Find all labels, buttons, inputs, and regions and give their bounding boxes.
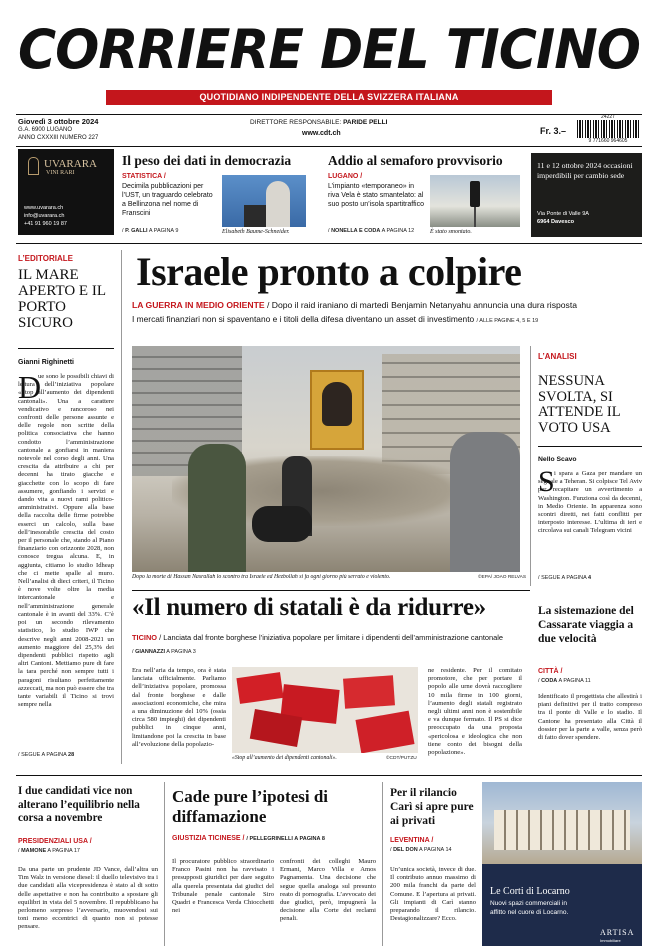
teaser1-title[interactable]: Il peso dei dati in democrazia (122, 153, 292, 168)
vertical-rule-b2 (382, 782, 383, 946)
statali-credit: / GIANNAZZI A PAGINA 3 (132, 649, 196, 655)
header-rule-2 (16, 146, 642, 147)
lead-photo-credit: ©EPA/ JOAO RELVAS (478, 575, 527, 580)
lead-poster-face (322, 382, 352, 426)
lead-headline[interactable]: Israele pronto a colpire (136, 249, 522, 294)
teaser2-photo (430, 175, 520, 227)
editorial-rule (18, 348, 114, 349)
teaser2-credit: / NONELLA E CODA A PAGINA 12 (328, 228, 415, 234)
lead-caption: Dopo la morte di Hassan Nasrallah lo scontro tra Israele ed Hezbollah si fa ogni giorno più serrato e violento. (132, 574, 391, 580)
pm-col2: confronti dei colleghi Mauro Ermani, Marco Villa e Amos Pagnamenta. Una decisione che segue quella analoga sul presunto reato di pornografia. L’avvocato dei due giudici, però, impugnerà la decisione alla Corte dei reclami penali. (280, 858, 376, 923)
masthead-title: CORRIERE DEL TICINO (18, 18, 640, 82)
lead-motorbike (252, 506, 312, 542)
traffic-light-pole (474, 207, 476, 227)
lead-pages: ALLE PAGINE 4, 5 E 19 (479, 318, 539, 324)
ad-sede[interactable] (531, 153, 642, 237)
statali-photo-credit: ©CDT/PUTZU (386, 756, 417, 761)
lead-poster (310, 370, 364, 450)
statali-deck-text: Lanciata dal fronte borghese l’iniziativa popolare per limitare i dipendenti dell’amministrazione cantonale (163, 633, 503, 642)
ad-uvarara[interactable] (18, 149, 114, 235)
cassarate-title[interactable]: La sistemazione del Cassarate viaggia a due velocità (538, 605, 634, 645)
analisi-continued: / SEGUE A PAGINA 4 (538, 575, 592, 581)
cari-credit: / DEL DON A PAGINA 14 (390, 847, 452, 853)
uvarara-name: UVARARA (44, 158, 97, 170)
barcode-number-bottom: 9 771660 964605 (588, 138, 628, 144)
barcode-bars (577, 120, 639, 138)
editorial-label: L’EDITORIALE (18, 254, 73, 263)
statali-col1: Era nell’aria da tempo, ora è stata lanciata ufficialmente. Parliamo dell’iniziativa popolare, promossa dal fronte borghese e dalle associazioni economiche, che mira a una diminuzione del 10% (ossia circa 580 impieghi) dei dipendenti pubblici in cinque anni, limitandone poi la crescita in base all’evoluzione della popolazio- (132, 667, 226, 748)
teaser2-text: L’impianto «temporaneo» in riva Vela è stato smantelato: al suo posto un’isola spartitraffico (328, 183, 424, 208)
director-line (250, 119, 387, 126)
stop-sign-3 (343, 675, 395, 708)
editorial-title[interactable]: IL MARE APERTO E IL PORTO SICURO (18, 267, 106, 331)
uvarara-web: www.uvarara.ch (24, 205, 64, 211)
analisi-title[interactable]: NESSUNA SVOLTA, SI ATTENDE IL VOTO USA (538, 373, 621, 436)
teaser2-kicker: LUGANO / (328, 173, 363, 180)
teaser1-podium (244, 205, 266, 227)
lead-deck-text: Dopo il raid iraniano di martedì Benjamin Netanyahu annuncia una dura risposta (271, 300, 578, 310)
analisi-label: L’ANALISI (538, 352, 577, 361)
vertical-rule-b1 (164, 782, 165, 946)
stop-sign-1 (236, 672, 283, 704)
analisi-rule (538, 446, 642, 447)
ad-corti-line1: Nuovi spazi commerciali in (490, 900, 567, 907)
uvarara-email: info@uvarara.ch (24, 213, 65, 219)
ad-corti[interactable] (482, 782, 642, 946)
vance-credit: / MAMONE A PAGINA 17 (18, 848, 80, 854)
vance-kicker: PRESIDENZIALI USA / (18, 838, 92, 845)
lead-sub: I mercati finanziari non si spaventano e i titoli della difesa diventano un asset di investimento / ALLE PAGINE 4, 5 E 19 (132, 314, 539, 324)
bottom-rule (16, 775, 642, 776)
analisi-body: i spara a Gaza per mandare un segnale a Teheran. Si colpisce Tel Aviv per recapitare un avvertimento a Washington. Funziona così da decenni, in Medio Oriente. In apparenza sono scontri diretti, nei fatti conflitti per interposto interesse. L’ultima di ieri e circolava sui canali Telegram vicini (538, 470, 642, 535)
teaser2-caption: È stato smontato. (430, 229, 472, 235)
stop-sign-5 (355, 711, 414, 753)
ad-sede-text: 11 e 12 ottobre 2024 occasioni imperdibili per cambio sede (537, 161, 633, 180)
vance-title[interactable]: I due candidati vice non alterano l’equilibrio nella corsa a novembre (18, 785, 140, 824)
website[interactable]: www.cdt.ch (302, 130, 341, 137)
editorial-body: ue sono le possibili chiavi di lettura dell’iniziativa popolare «Stop all’aumento dei dipendenti cantonali». Una a carattere vendicativo e rancoroso nei confronti delle persone assunte e delle regole non scritte della politica consociativa che hanno condotto l’amministrazione cantonale a gonfiarsi in maniera notevole nel corso degli anni. Una crescita da attribuire a chi per decenni ha tirato giacche e giacchette con lo scopo di fare assumere, gonfiando i servizi e dando vita a nuovi rami politico-amministrativi. Oppure alla base della raccolta delle firme potrebbe esserci un calcolo, sulla base dell’inesorabile crescita del costo per il personale che, stando al Piano finanziario con orizzonte 2028, non conosce tregua alcuna. E, in aggiunta, citiamo lo studio Idheap che ci mette spalle al muro. Nell’analisi di dieci criteri, il Ticino è nove volte oltre la media intercantonale e nell’amministrazione generale cantonale è in avanti del 33%. C’è poi un secondo rilevamento statistico, lo studio IWP che descrive negli anni 2008-2021 un aumento maggiore del 25,3% dei dipendenti pubblici rispetto agli altri Cantoni. Mettiamo pure di fare la tara perché non sempre tutti i paragoni risultano perfettamente azzeccati, ma non può essere che tra tante variabili il Ticino si trovi sempre nella (18, 373, 114, 709)
ad-corti-brand-sub: Immobiliare (600, 938, 621, 943)
pm-title[interactable]: Cade pure l’ipotesi di diffamazione (172, 787, 329, 826)
header-rule (16, 114, 642, 115)
statali-deck: TICINO / Lanciata dal fronte borghese l’iniziativa popolare per limitare i dipendenti dell’amministrazione cantonale (132, 633, 503, 642)
director-name: PARIDE PELLI (343, 119, 388, 126)
barcode (574, 114, 642, 148)
section-rule (16, 243, 642, 244)
lead-kicker: LA GUERRA IN MEDIO ORIENTE (132, 300, 265, 310)
vertical-rule-left (121, 250, 122, 764)
cari-body: Un’unica società, invece di due. Il contributo annuo massimo di 200 mila franchi da parte del Comune. E l’apertura ai privati. Gli impianti di Carì stanno preparando il rilancio. Destagionalizzare? Ecco. (390, 866, 476, 923)
uvarara-logo-icon (28, 157, 39, 175)
teaser1-photo (222, 175, 306, 227)
issue-year: ANNO CXXXIII NUMERO 227 (18, 135, 99, 141)
ad-sede-addr1: Via Ponte di Valle 9A (537, 211, 590, 217)
pm-col1: Il procuratore pubblico straordinario Franco Pasini non ha ravvisato i presupposti giuridici per dare seguito alla querela presentata dai giudici del Tribunale penale cantonale Siro Quadri e Francesca Verda Chiocchetti nei (172, 858, 274, 915)
statali-photo-caption: «Stop all’aumento dei dipendenti cantonali». (232, 755, 337, 761)
issue-ga: G.A. 6900 LUGANO (18, 127, 73, 133)
analisi-author: Nello Scavo (538, 456, 577, 463)
teaser1-credit: / P. GALLI A PAGINA 9 (122, 228, 179, 234)
ad-corti-photo (482, 782, 642, 864)
analisi-dropcap: S (538, 465, 555, 498)
lead-sub-text: I mercati finanziari non si spaventano e i titoli della difesa diventano un asset di investimento (132, 314, 475, 324)
cari-kicker: LEVENTINA / (390, 837, 434, 844)
uvarara-sub: VINI RARI (46, 170, 75, 176)
cassarate-kicker: CITTÀ / (538, 668, 563, 675)
price: Fr. 3.– (540, 126, 567, 136)
director-label: DIRETTORE RESPONSABILE: (250, 119, 342, 126)
teaser1-caption: Elisabeth Baume-Schneider. (222, 229, 290, 235)
vance-body: Da una parte un prudente JD Vance, dall’altra un Tim Walz in versione diesel: il duello televisivo tra i due candidati alla vicepresidenza è stato al di sotto delle aspettative e non ha contribuito a spostare gli equilibri in vista del 5 novembre. Il repubblicano ha perlomeno sorpreso l’avversario, muovendosi sui toni meno eccentrici di quanto non si potesse pensare. (18, 866, 158, 931)
lead-person-2 (450, 432, 520, 572)
cassarate-credit: / CODA A PAGINA 11 (538, 678, 591, 684)
barcode-number-top: 24227 (601, 114, 615, 120)
vertical-rule-right (530, 346, 531, 586)
teaser1-kicker: STATISTICA / (122, 173, 166, 180)
teaser2-title[interactable]: Addio al semaforo provvisorio (328, 153, 503, 168)
teaser1-person (266, 181, 290, 227)
cassarate-body: Identificato il progettista che allestirà i piani definitivi per il tratto compreso tra il ponte di Valle e lo stadio. Il Cantone ha presentato alla Città il dossier per la parte a valle, senza però di fatto dover spendere. (538, 693, 642, 742)
lead-person-1 (188, 444, 246, 572)
editorial-continued: / SEGUE A PAGINA 28 (18, 752, 75, 758)
issue-date: Giovedì 3 ottobre 2024 (18, 117, 99, 126)
statali-headline[interactable]: «Il numero di statali è da ridurre» (132, 594, 486, 621)
lead-deck: LA GUERRA IN MEDIO ORIENTE / Dopo il raid iraniano di martedì Benjamin Netanyahu annuncia una dura risposta (132, 300, 578, 310)
editorial-dropcap: D (18, 369, 42, 405)
pm-kicker: GIUSTIZIA TICINESE / / PELLEGRINELLI A PAGINA 8 (172, 835, 325, 842)
cari-title[interactable]: Per il rilancio Carì si apre pure ai privati (390, 787, 474, 827)
editorial-author: Gianni Righinetti (18, 359, 74, 366)
lead-photo[interactable] (132, 346, 520, 572)
statali-col2: ne residente. Per il comitato promotore, che per portare il popolo alle urne dovrà raccogliere 10 mila firme in 100 giorni, l’aumento degli statali registrato negli ultimi anni non è sostenibile e va dunque fermato. Il PS si dice preoccupato da una proposta «pericolosa e ideologica che non tiene conto dei bisogni della popolazione». (428, 667, 522, 757)
statali-photo (232, 667, 418, 753)
ad-corti-brand: ARTISA (600, 928, 635, 937)
ad-sede-addr2: 6964 Davesco (537, 219, 575, 225)
statali-rule (132, 590, 530, 591)
ad-corti-title: Le Corti di Locarno (490, 886, 570, 897)
ad-corti-line2: affitto nel cuore di Locarno. (490, 909, 569, 916)
masthead-tagline: QUOTIDIANO INDIPENDENTE DELLA SVIZZERA ITALIANA (106, 90, 552, 105)
teaser1-text: Decimila pubblicazioni per l’UST, un traguardo celebrato a Bellinzona nel nome di Franscini (122, 183, 213, 217)
ad-corti-building (494, 810, 630, 850)
statali-kicker: TICINO (132, 633, 158, 642)
traffic-light-icon (470, 181, 480, 207)
uvarara-phone: +41 91 960 19 87 (24, 221, 67, 227)
